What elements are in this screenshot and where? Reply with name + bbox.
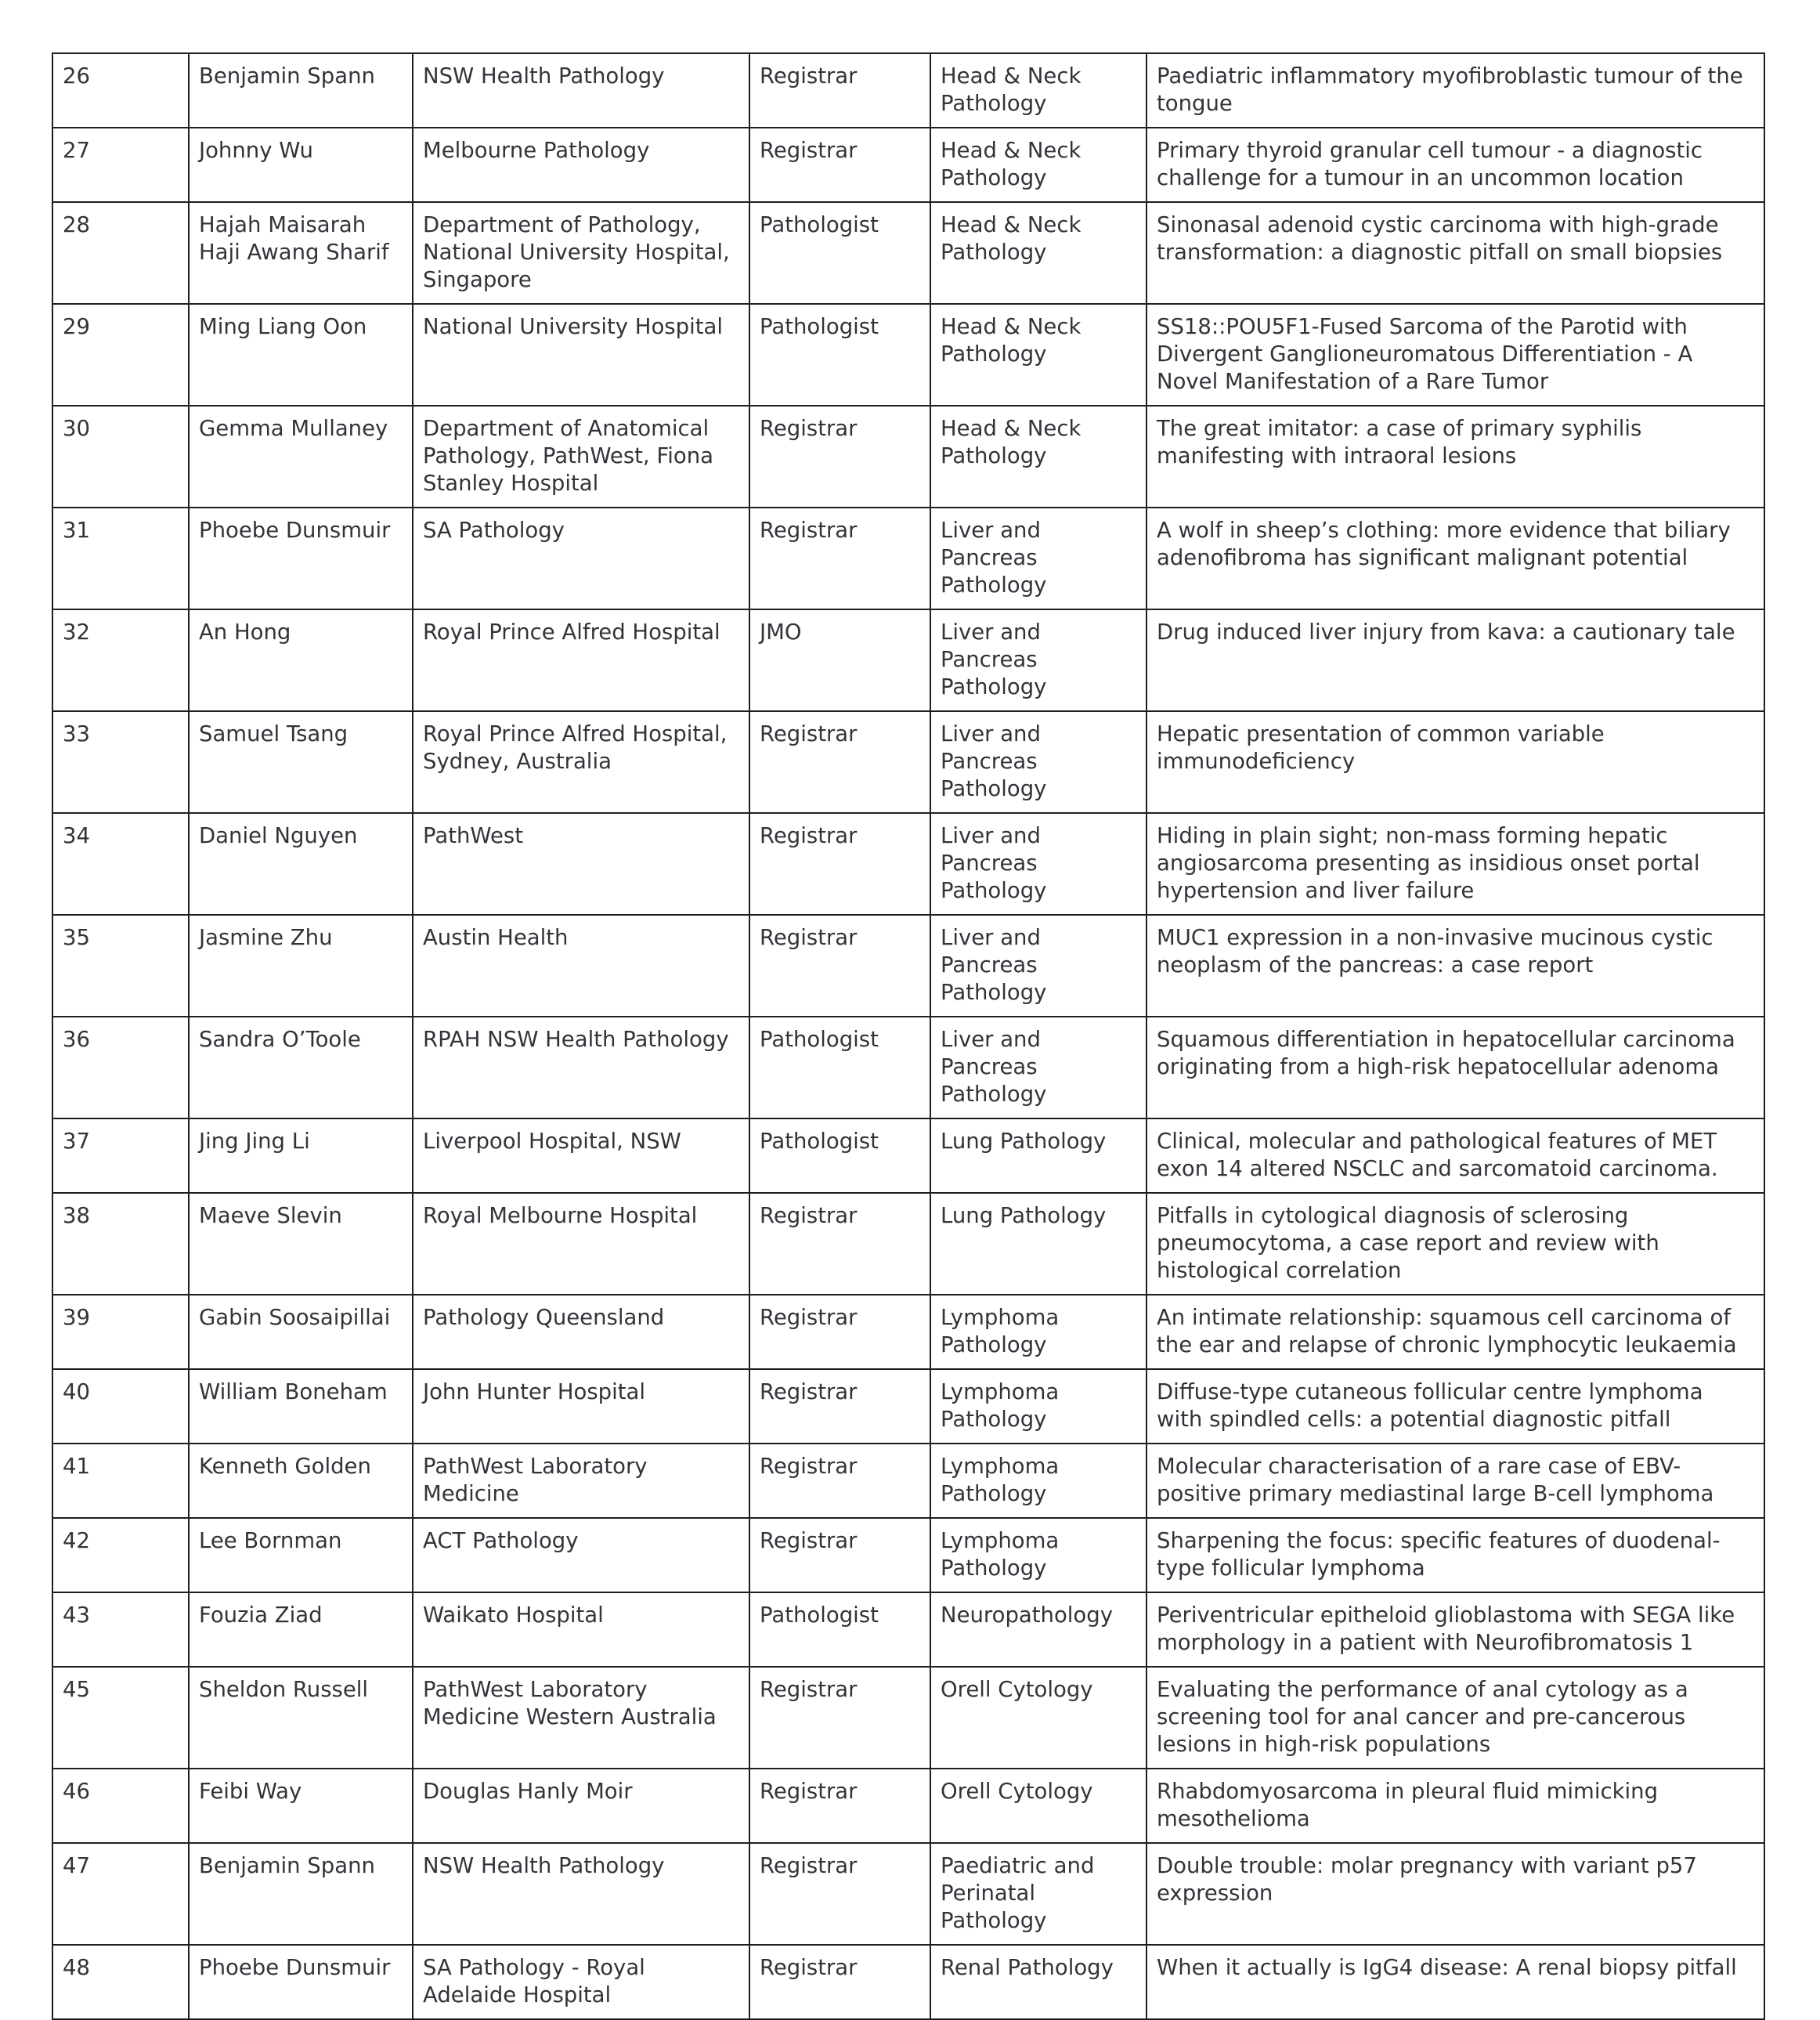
abstract-title-cell: Rhabdomyosarcoma in pleural fluid mimicking mesothelioma bbox=[1147, 1769, 1764, 1843]
presenter-name-cell: Feibi Way bbox=[189, 1769, 413, 1843]
institution-cell: Royal Melbourne Hospital bbox=[413, 1193, 749, 1295]
stream-cell: Orell Cytology bbox=[930, 1769, 1147, 1843]
presenter-name-cell: Gabin Soosaipillai bbox=[189, 1295, 413, 1369]
presenter-name-cell: Daniel Nguyen bbox=[189, 813, 413, 915]
stream-cell: Orell Cytology bbox=[930, 1667, 1147, 1769]
role-cell: Pathologist bbox=[749, 1118, 930, 1193]
abstract-number-cell: 47 bbox=[52, 1843, 189, 1945]
abstract-number-cell: 30 bbox=[52, 406, 189, 508]
table-row bbox=[52, 1017, 1764, 1118]
institution-cell: Department of Pathology, National University Hospital, Singapore bbox=[413, 202, 749, 304]
stream-cell: Head & Neck Pathology bbox=[930, 53, 1147, 128]
stream-cell: Paediatric and Perinatal Pathology bbox=[930, 1843, 1147, 1945]
institution-cell: National University Hospital bbox=[413, 304, 749, 406]
stream-cell: Liver and Pancreas Pathology bbox=[930, 915, 1147, 1017]
abstract-title-cell: SS18::POU5F1-Fused Sarcoma of the Parotid with Divergent Ganglioneuromatous Differentiation - A Novel Manifestation of a Rare Tumor bbox=[1147, 304, 1764, 406]
abstract-number-cell: 26 bbox=[52, 53, 189, 128]
institution-cell: Liverpool Hospital, NSW bbox=[413, 1118, 749, 1193]
role-cell: Registrar bbox=[749, 1193, 930, 1295]
table-row bbox=[52, 508, 1764, 609]
role-cell: Registrar bbox=[749, 53, 930, 128]
abstract-title-cell: Sinonasal adenoid cystic carcinoma with high-grade transformation: a diagnostic pitfall on small biopsies bbox=[1147, 202, 1764, 304]
table-row bbox=[52, 915, 1764, 1017]
abstract-number-cell: 39 bbox=[52, 1295, 189, 1369]
table-row bbox=[52, 1193, 1764, 1295]
role-cell: Pathologist bbox=[749, 304, 930, 406]
stream-cell: Head & Neck Pathology bbox=[930, 304, 1147, 406]
stream-cell: Liver and Pancreas Pathology bbox=[930, 508, 1147, 609]
institution-cell: Department of Anatomical Pathology, PathWest, Fiona Stanley Hospital bbox=[413, 406, 749, 508]
institution-cell: Royal Prince Alfred Hospital, Sydney, Australia bbox=[413, 711, 749, 813]
institution-cell: ACT Pathology bbox=[413, 1518, 749, 1592]
institution-cell: SA Pathology bbox=[413, 508, 749, 609]
abstract-title-cell: An intimate relationship: squamous cell carcinoma of the ear and relapse of chronic lymphocytic leukaemia bbox=[1147, 1295, 1764, 1369]
institution-cell: SA Pathology - Royal Adelaide Hospital bbox=[413, 1945, 749, 2019]
role-cell: Pathologist bbox=[749, 1592, 930, 1667]
role-cell: Registrar bbox=[749, 1769, 930, 1843]
role-cell: Registrar bbox=[749, 915, 930, 1017]
abstract-number-cell: 38 bbox=[52, 1193, 189, 1295]
table-row bbox=[52, 1843, 1764, 1945]
stream-cell: Lymphoma Pathology bbox=[930, 1295, 1147, 1369]
stream-cell: Liver and Pancreas Pathology bbox=[930, 711, 1147, 813]
role-cell: JMO bbox=[749, 609, 930, 711]
abstract-title-cell: Diffuse-type cutaneous follicular centre lymphoma with spindled cells: a potential diagnostic pitfall bbox=[1147, 1369, 1764, 1444]
abstract-title-cell: The great imitator: a case of primary syphilis manifesting with intraoral lesions bbox=[1147, 406, 1764, 508]
presenter-name-cell: Johnny Wu bbox=[189, 128, 413, 202]
abstract-number-cell: 48 bbox=[52, 1945, 189, 2019]
stream-cell: Neuropathology bbox=[930, 1592, 1147, 1667]
abstracts-table bbox=[52, 52, 1765, 2020]
table-body bbox=[52, 53, 1764, 2019]
presenter-name-cell: Lee Bornman bbox=[189, 1518, 413, 1592]
abstract-title-cell: Hiding in plain sight; non-mass forming hepatic angiosarcoma presenting as insidious onset portal hypertension and liver failure bbox=[1147, 813, 1764, 915]
stream-cell: Lung Pathology bbox=[930, 1118, 1147, 1193]
abstract-number-cell: 28 bbox=[52, 202, 189, 304]
presenter-name-cell: Kenneth Golden bbox=[189, 1444, 413, 1518]
abstract-title-cell: A wolf in sheep’s clothing: more evidence that biliary adenofibroma has significant malignant potential bbox=[1147, 508, 1764, 609]
table-row bbox=[52, 202, 1764, 304]
presenter-name-cell: Phoebe Dunsmuir bbox=[189, 508, 413, 609]
abstract-number-cell: 43 bbox=[52, 1592, 189, 1667]
institution-cell: Douglas Hanly Moir bbox=[413, 1769, 749, 1843]
presenter-name-cell: William Boneham bbox=[189, 1369, 413, 1444]
role-cell: Registrar bbox=[749, 1444, 930, 1518]
table-row bbox=[52, 1667, 1764, 1769]
table-row bbox=[52, 1295, 1764, 1369]
presenter-name-cell: Jing Jing Li bbox=[189, 1118, 413, 1193]
institution-cell: Waikato Hospital bbox=[413, 1592, 749, 1667]
role-cell: Registrar bbox=[749, 1518, 930, 1592]
table-row bbox=[52, 1592, 1764, 1667]
institution-cell: RPAH NSW Health Pathology bbox=[413, 1017, 749, 1118]
abstract-title-cell: Pitfalls in cytological diagnosis of sclerosing pneumocytoma, a case report and review with histological correlation bbox=[1147, 1193, 1764, 1295]
institution-cell: Royal Prince Alfred Hospital bbox=[413, 609, 749, 711]
table-row bbox=[52, 813, 1764, 915]
stream-cell: Renal Pathology bbox=[930, 1945, 1147, 2019]
role-cell: Registrar bbox=[749, 1369, 930, 1444]
stream-cell: Head & Neck Pathology bbox=[930, 202, 1147, 304]
table-row bbox=[52, 406, 1764, 508]
table-row bbox=[52, 1769, 1764, 1843]
abstract-title-cell: Molecular characterisation of a rare case of EBV-positive primary mediastinal large B-cell lymphoma bbox=[1147, 1444, 1764, 1518]
abstract-title-cell: When it actually is IgG4 disease: A renal biopsy pitfall bbox=[1147, 1945, 1764, 2019]
abstract-title-cell: Sharpening the focus: specific features of duodenal-type follicular lymphoma bbox=[1147, 1518, 1764, 1592]
abstract-number-cell: 33 bbox=[52, 711, 189, 813]
table-row bbox=[52, 609, 1764, 711]
presenter-name-cell: Gemma Mullaney bbox=[189, 406, 413, 508]
stream-cell: Liver and Pancreas Pathology bbox=[930, 813, 1147, 915]
abstract-title-cell: MUC1 expression in a non-invasive mucinous cystic neoplasm of the pancreas: a case report bbox=[1147, 915, 1764, 1017]
institution-cell: Pathology Queensland bbox=[413, 1295, 749, 1369]
table-row bbox=[52, 304, 1764, 406]
presenter-name-cell: An Hong bbox=[189, 609, 413, 711]
presenter-name-cell: Hajah Maisarah Haji Awang Sharif bbox=[189, 202, 413, 304]
abstract-number-cell: 41 bbox=[52, 1444, 189, 1518]
role-cell: Pathologist bbox=[749, 1017, 930, 1118]
presenter-name-cell: Benjamin Spann bbox=[189, 1843, 413, 1945]
document-page bbox=[52, 52, 1764, 2020]
role-cell: Registrar bbox=[749, 813, 930, 915]
table-row bbox=[52, 1444, 1764, 1518]
presenter-name-cell: Samuel Tsang bbox=[189, 711, 413, 813]
presenter-name-cell: Maeve Slevin bbox=[189, 1193, 413, 1295]
presenter-name-cell: Ming Liang Oon bbox=[189, 304, 413, 406]
role-cell: Registrar bbox=[749, 128, 930, 202]
presenter-name-cell: Sheldon Russell bbox=[189, 1667, 413, 1769]
table-row bbox=[52, 711, 1764, 813]
abstract-number-cell: 37 bbox=[52, 1118, 189, 1193]
role-cell: Pathologist bbox=[749, 202, 930, 304]
abstract-number-cell: 46 bbox=[52, 1769, 189, 1843]
stream-cell: Lymphoma Pathology bbox=[930, 1444, 1147, 1518]
abstract-title-cell: Periventricular epitheloid glioblastoma with SEGA like morphology in a patient with Neurofibromatosis 1 bbox=[1147, 1592, 1764, 1667]
role-cell: Registrar bbox=[749, 1843, 930, 1945]
abstract-number-cell: 27 bbox=[52, 128, 189, 202]
institution-cell: NSW Health Pathology bbox=[413, 53, 749, 128]
role-cell: Registrar bbox=[749, 1945, 930, 2019]
abstract-number-cell: 40 bbox=[52, 1369, 189, 1444]
abstract-number-cell: 35 bbox=[52, 915, 189, 1017]
role-cell: Registrar bbox=[749, 406, 930, 508]
table-row bbox=[52, 1518, 1764, 1592]
abstract-number-cell: 31 bbox=[52, 508, 189, 609]
table-row bbox=[52, 53, 1764, 128]
abstract-number-cell: 45 bbox=[52, 1667, 189, 1769]
role-cell: Registrar bbox=[749, 508, 930, 609]
table-row bbox=[52, 128, 1764, 202]
role-cell: Registrar bbox=[749, 711, 930, 813]
abstract-number-cell: 29 bbox=[52, 304, 189, 406]
abstract-title-cell: Clinical, molecular and pathological features of MET exon 14 altered NSCLC and sarcomatoid carcinoma. bbox=[1147, 1118, 1764, 1193]
table-row bbox=[52, 1945, 1764, 2019]
abstract-title-cell: Hepatic presentation of common variable immunodeficiency bbox=[1147, 711, 1764, 813]
role-cell: Registrar bbox=[749, 1295, 930, 1369]
institution-cell: Austin Health bbox=[413, 915, 749, 1017]
abstract-title-cell: Paediatric inflammatory myofibroblastic tumour of the tongue bbox=[1147, 53, 1764, 128]
stream-cell: Head & Neck Pathology bbox=[930, 406, 1147, 508]
abstract-title-cell: Evaluating the performance of anal cytology as a screening tool for anal cancer and pre-cancerous lesions in high-risk populations bbox=[1147, 1667, 1764, 1769]
abstract-number-cell: 36 bbox=[52, 1017, 189, 1118]
abstract-number-cell: 42 bbox=[52, 1518, 189, 1592]
role-cell: Registrar bbox=[749, 1667, 930, 1769]
institution-cell: Melbourne Pathology bbox=[413, 128, 749, 202]
presenter-name-cell: Jasmine Zhu bbox=[189, 915, 413, 1017]
institution-cell: John Hunter Hospital bbox=[413, 1369, 749, 1444]
stream-cell: Head & Neck Pathology bbox=[930, 128, 1147, 202]
stream-cell: Liver and Pancreas Pathology bbox=[930, 1017, 1147, 1118]
stream-cell: Liver and Pancreas Pathology bbox=[930, 609, 1147, 711]
presenter-name-cell: Fouzia Ziad bbox=[189, 1592, 413, 1667]
presenter-name-cell: Sandra O’Toole bbox=[189, 1017, 413, 1118]
institution-cell: PathWest Laboratory Medicine Western Australia bbox=[413, 1667, 749, 1769]
presenter-name-cell: Phoebe Dunsmuir bbox=[189, 1945, 413, 2019]
abstract-title-cell: Primary thyroid granular cell tumour - a diagnostic challenge for a tumour in an uncommon location bbox=[1147, 128, 1764, 202]
institution-cell: NSW Health Pathology bbox=[413, 1843, 749, 1945]
abstract-number-cell: 32 bbox=[52, 609, 189, 711]
stream-cell: Lung Pathology bbox=[930, 1193, 1147, 1295]
abstract-title-cell: Squamous differentiation in hepatocellular carcinoma originating from a high-risk hepatocellular adenoma bbox=[1147, 1017, 1764, 1118]
table-row bbox=[52, 1118, 1764, 1193]
stream-cell: Lymphoma Pathology bbox=[930, 1518, 1147, 1592]
abstract-title-cell: Double trouble: molar pregnancy with variant p57 expression bbox=[1147, 1843, 1764, 1945]
stream-cell: Lymphoma Pathology bbox=[930, 1369, 1147, 1444]
institution-cell: PathWest Laboratory Medicine bbox=[413, 1444, 749, 1518]
institution-cell: PathWest bbox=[413, 813, 749, 915]
presenter-name-cell: Benjamin Spann bbox=[189, 53, 413, 128]
abstract-number-cell: 34 bbox=[52, 813, 189, 915]
table-row bbox=[52, 1369, 1764, 1444]
abstract-title-cell: Drug induced liver injury from kava: a cautionary tale bbox=[1147, 609, 1764, 711]
